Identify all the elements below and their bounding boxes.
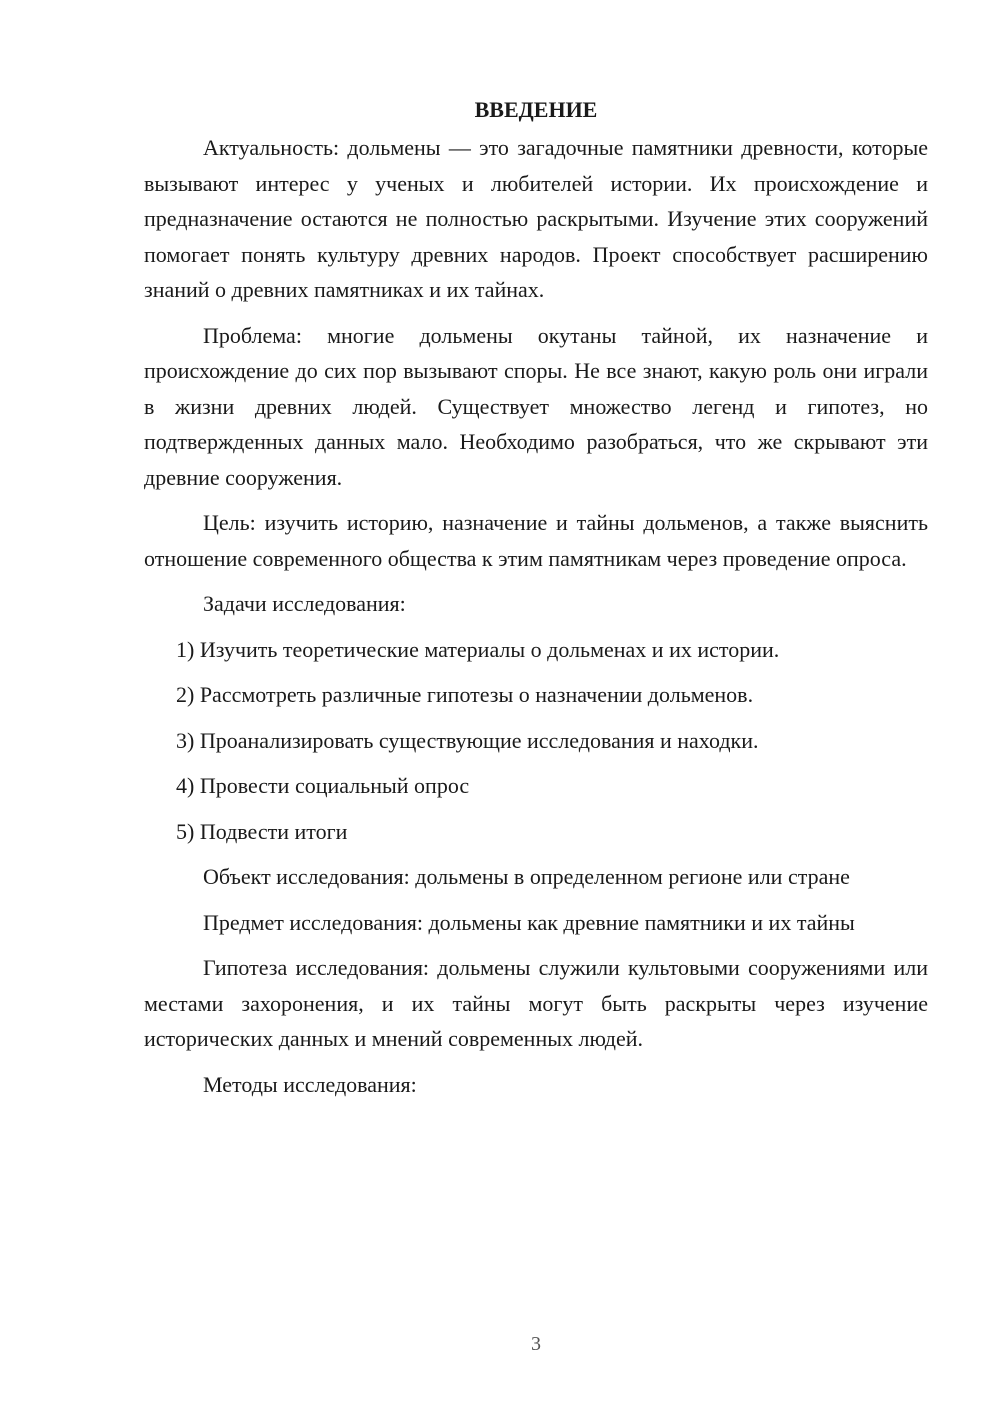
relevance-paragraph: Актуальность: дольмены — это загадочные памятники древности, которые вызывают интерес у ученых и любителей истории. Их происхождение и предназначение остаются не полностью раскрытыми. Изучение этих сооружений помогает понять культуру древних народов. Проект способствует расширению знаний о древних памятниках и их тайнах.: [144, 135, 928, 302]
task-item: 4) Провести социальный опрос: [176, 773, 470, 798]
page-title: ВВЕДЕНИЕ: [474, 97, 598, 122]
task-item: 3) Проанализировать существующие исследования и находки.: [176, 727, 759, 753]
page-number: 3: [531, 1333, 541, 1355]
task-item: 2) Рассмотреть различные гипотезы о назначении дольменов.: [176, 682, 754, 707]
object-paragraph: Объект исследования: дольмены в определенном регионе или стране: [203, 864, 850, 889]
task-item: 1) Изучить теоретические материалы о дольменах и их истории.: [176, 636, 780, 662]
tasks-heading: Задачи исследования:: [203, 591, 406, 616]
methods-heading: Методы исследования:: [203, 1071, 417, 1097]
problem-paragraph: Проблема: многие дольмены окутаны тайной, их назначение и происхождение до сих пор вызывают споры. Не все знают, какую роль они играли в жизни древних людей. Существует множество легенд и гипотез, но подтвержденных данных мало. Необходимо разобраться, что же скрывают эти древние сооружения.: [144, 322, 928, 490]
goal-paragraph: Цель: изучить историю, назначение и тайны дольменов, а также выяснить отношение современного общества к этим памятникам через проведение опроса.: [144, 510, 928, 571]
task-item: 5) Подвести итоги: [176, 818, 348, 844]
hypothesis-paragraph: Гипотеза исследования: дольмены служили культовыми сооружениями или местами захоронения, и их тайны могут быть раскрыты через изучение исторических данных и мнений современных людей.: [144, 955, 928, 1051]
subject-paragraph: Предмет исследования: дольмены как древние памятники и их тайны: [203, 909, 855, 935]
document-page: [144, 90, 928, 1112]
tasks-list: [144, 632, 928, 850]
